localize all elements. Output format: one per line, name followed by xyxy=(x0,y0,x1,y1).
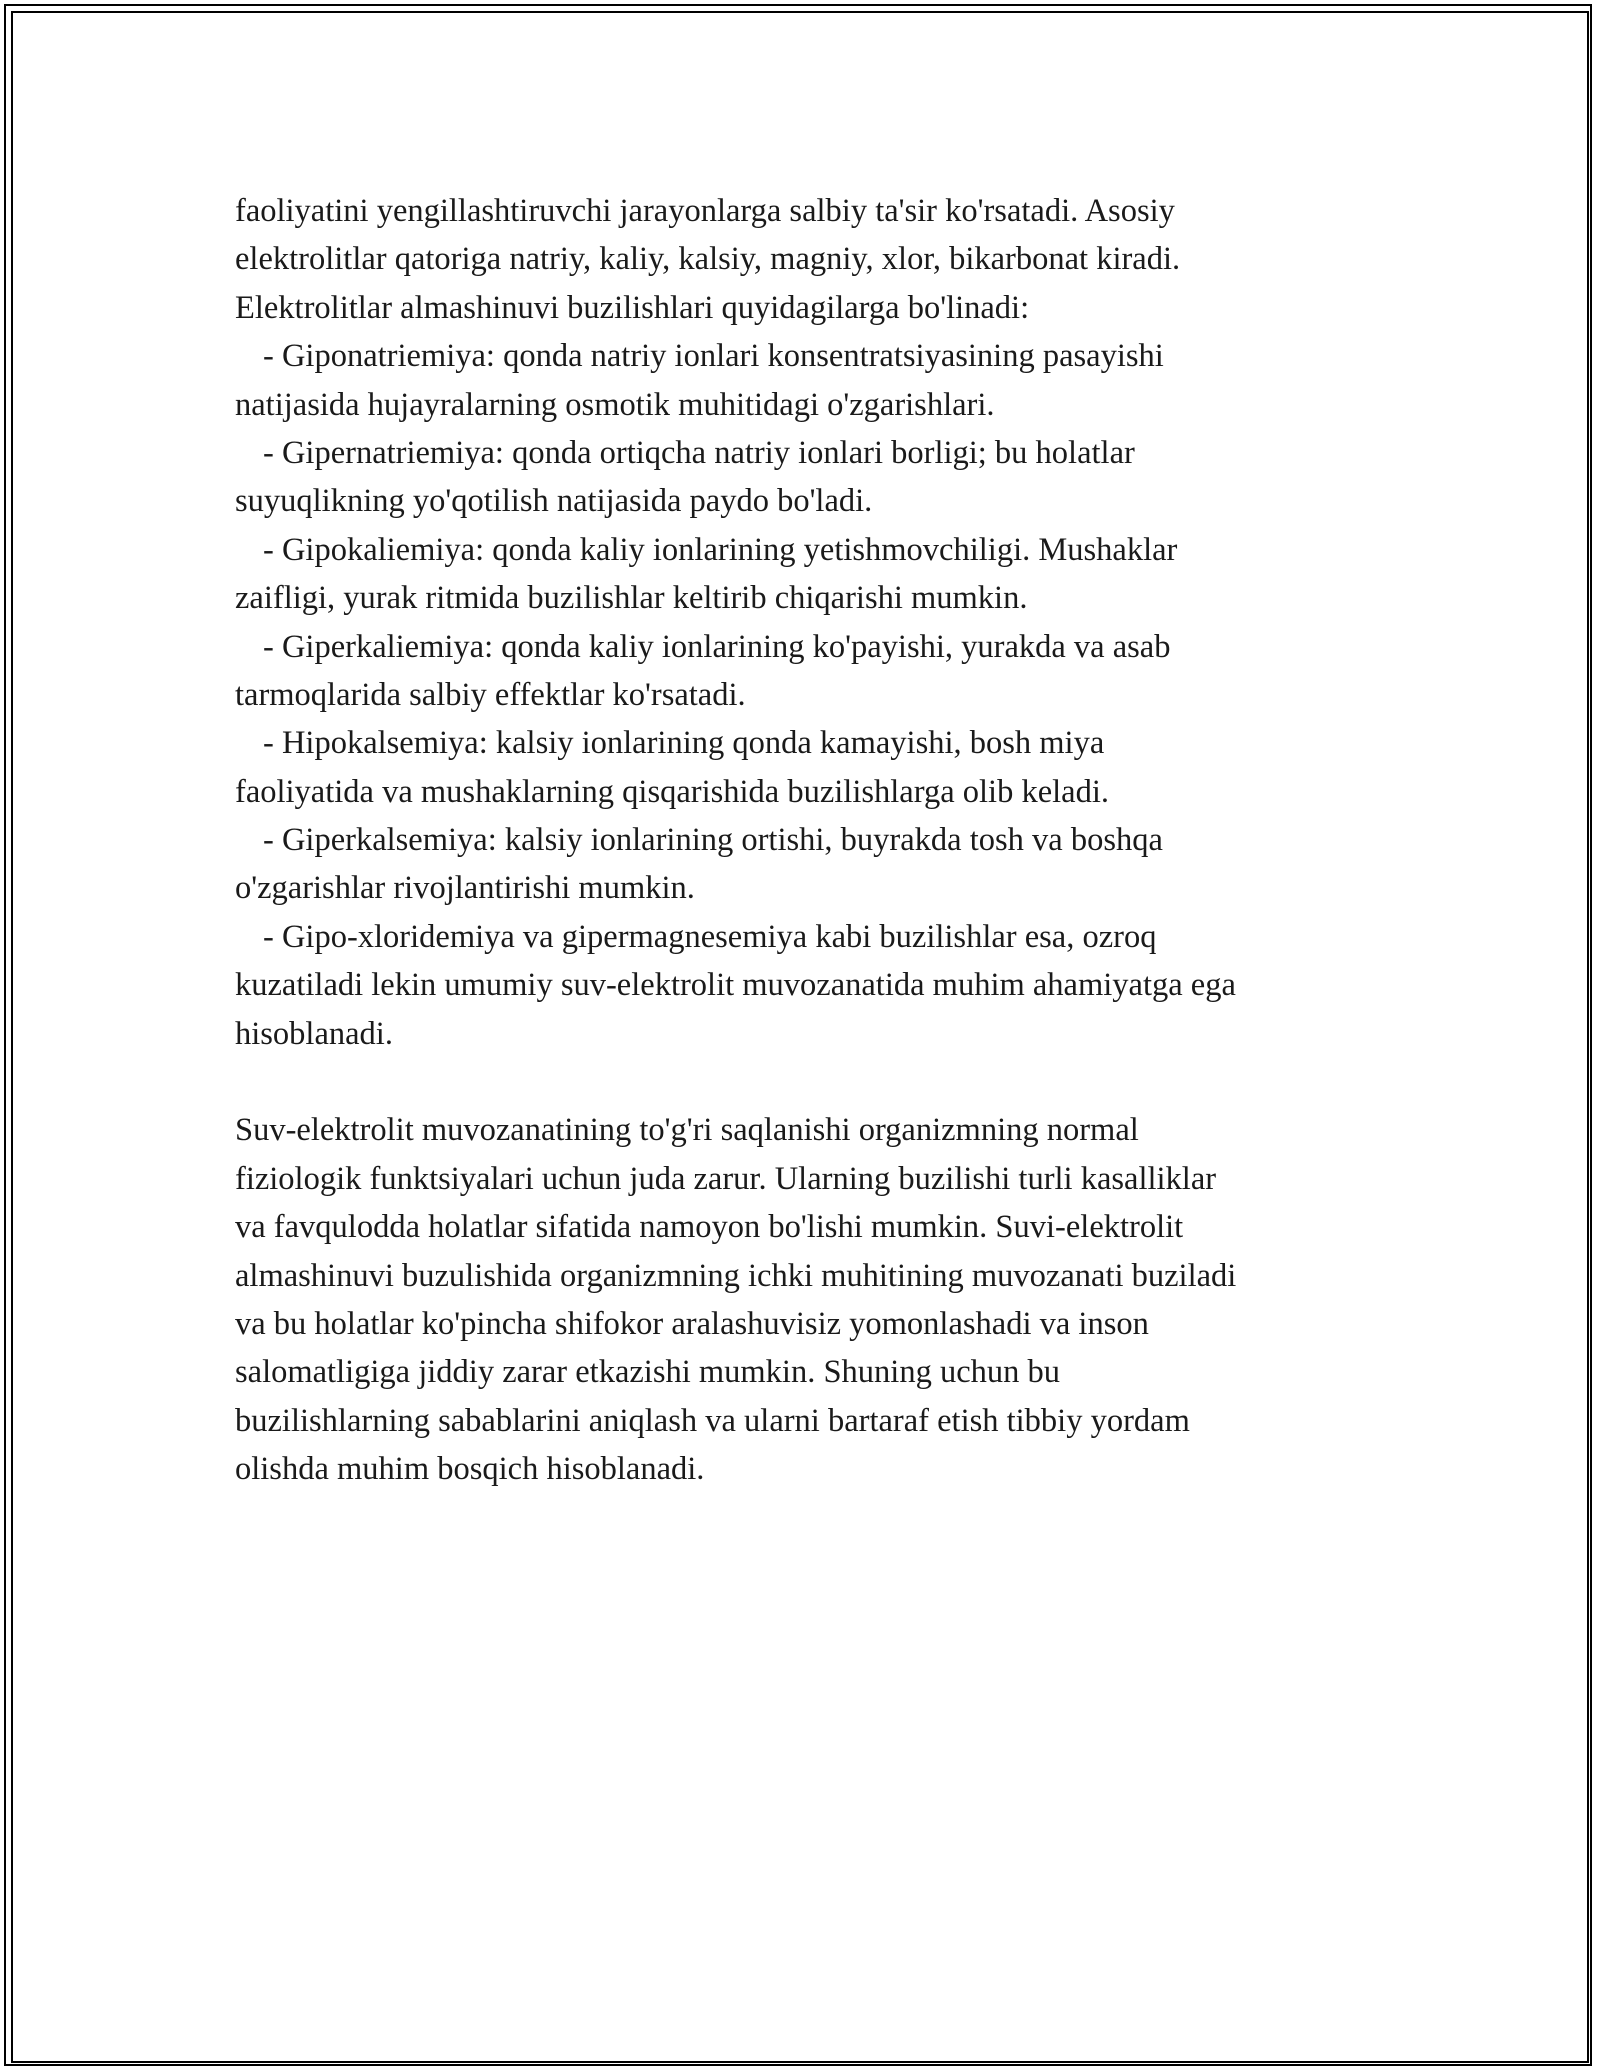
text-line: faoliyatini yengillashtiruvchi jarayonlarga salbiy ta'sir ko'rsatadi. Asosiy xyxy=(235,193,1175,229)
text-line: salomatligiga jiddiy zarar etkazishi mumkin. Shuning uchun bu xyxy=(235,1354,1060,1391)
list-item-continuation: tarmoqlarida salbiy effektlar ko'rsatadi. xyxy=(235,676,746,713)
text-line: elektrolitlar qatoriga natriy, kaliy, kalsiy, magniy, xlor, bikarbonat kiradi. xyxy=(235,241,1181,278)
conclusion-paragraph xyxy=(235,1106,1385,1493)
document-body xyxy=(235,187,1385,1494)
list-item-continuation: zaifligi, yurak ritmida buzilishlar keltirib chiqarishi mumkin. xyxy=(235,580,1028,617)
list-item-continuation: o'zgarishlar rivojlantirishi mumkin. xyxy=(235,870,695,907)
list-item xyxy=(235,429,1385,526)
text-line: Elektrolitlar almashinuvi buzilishlari quyidagilarga bo'linadi: xyxy=(235,289,1030,326)
list-item-continuation: natijasida hujayralarning osmotik muhitidagi o'zgarishlari. xyxy=(235,386,995,423)
list-item-first-line: - Gipo-xloridemiya va gipermagnesemiya kabi buzilishlar esa, ozroq xyxy=(263,918,1157,955)
text-line: buzilishlarning sabablarini aniqlash va ularni bartaraf etish tibbiy yordam xyxy=(235,1402,1190,1439)
list-item-continuation: suyuqlikning yo'qotilish natijasida paydo bo'ladi. xyxy=(235,483,873,520)
list-item-first-line: - Hipokalsemiya: kalsiy ionlarining qonda kamayishi, bosh miya xyxy=(263,725,1105,762)
list-item-continuation: hisoblanadi. xyxy=(235,1015,393,1052)
text-line: Suv-elektrolit muvozanatining to'g'ri saqlanishi organizmning normal xyxy=(235,1112,1139,1149)
list-item-first-line: - Giperkalsemiya: kalsiy ionlarining ortishi, buyrakda tosh va boshqa xyxy=(263,822,1163,859)
list-item-continuation: kuzatiladi lekin umumiy suv-elektrolit muvozanatida muhim ahamiyatga ega xyxy=(235,967,1236,1004)
list-item xyxy=(235,913,1385,1058)
list-item-first-line: - Gipokaliemiya: qonda kaliy ionlarining yetishmovchiligi. Mushaklar xyxy=(263,531,1178,568)
disorder-list xyxy=(235,332,1385,1058)
text-line: va favqulodda holatlar sifatida namoyon bo'lishi mumkin. Suvi-elektrolit xyxy=(235,1209,1184,1246)
paragraph-spacer xyxy=(235,1058,1385,1106)
list-item-first-line: - Gipernatriemiya: qonda ortiqcha natriy ionlari borligi; bu holatlar xyxy=(263,434,1135,471)
text-line: olishda muhim bosqich hisoblanadi. xyxy=(235,1451,705,1488)
list-item xyxy=(235,623,1385,720)
text-line: almashinuvi buzulishida organizmning ichki muhitining muvozanati buziladi xyxy=(235,1257,1237,1294)
text-line: fiziologik funktsiyalari uchun juda zarur. Ularning buzilishi turli kasalliklar xyxy=(235,1160,1217,1197)
intro-paragraph xyxy=(235,187,1385,332)
list-item xyxy=(235,719,1385,816)
list-item-continuation: faoliyatida va mushaklarning qisqarishida buzilishlarga olib keladi. xyxy=(235,773,1109,810)
list-item-first-line: - Giperkaliemiya: qonda kaliy ionlarining ko'payishi, yurakda va asab xyxy=(263,628,1171,665)
list-item xyxy=(235,332,1385,429)
text-line: va bu holatlar ko'pincha shifokor aralashuvisiz yomonlashadi va inson xyxy=(235,1305,1149,1342)
list-item xyxy=(235,526,1385,623)
list-item-first-line: - Giponatriemiya: qonda natriy ionlari konsentratsiyasining pasayishi xyxy=(263,338,1164,375)
list-item xyxy=(235,816,1385,913)
